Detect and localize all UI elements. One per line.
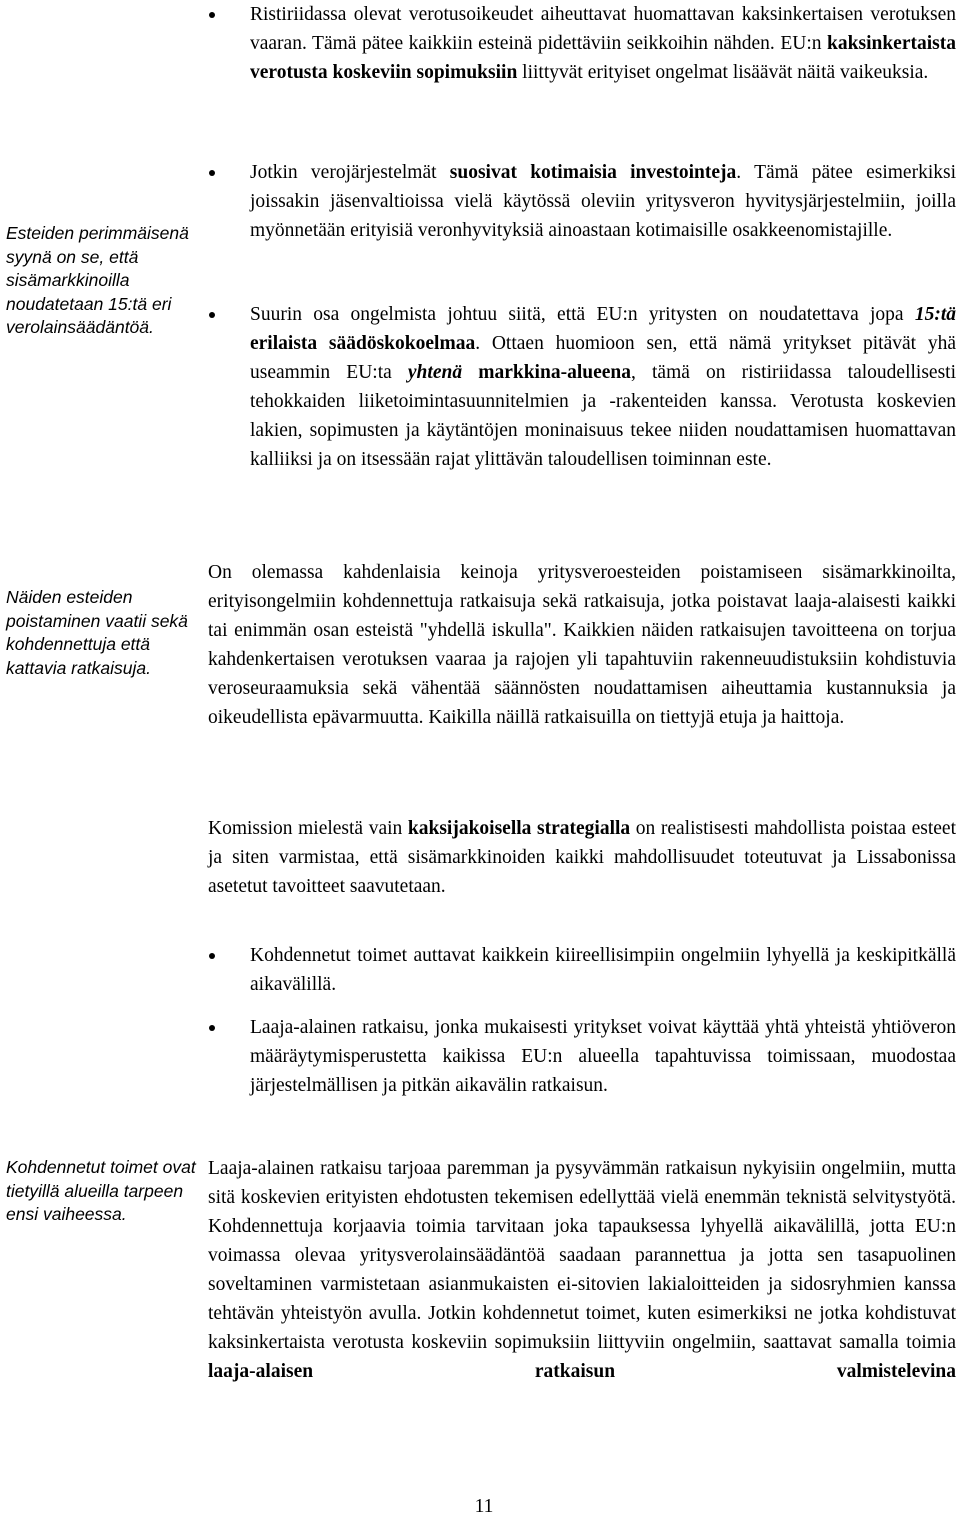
margin-note-solutions-needed: Näiden esteiden poistaminen vaatii sekä kohdennettuja että kattavia ratkaisuja. xyxy=(6,587,188,678)
bullet-text: Kohdennetut toimet auttavat kaikkein kiireellisimpiin ongelmiin lyhyellä ja keskipitkällä aikavälillä. xyxy=(250,945,956,995)
paragraph-comprehensive-vs-targeted: Laaja-alainen ratkaisu tarjoaa paremman ja pysyvämmän ratkaisun nykyisiin ongelmiin, mutta sitä koskevien erityisten ehdotusten tekemisen edellyttää vielä enemmän teknistä selvitystyötä. Kohdennettuja korjaavia toimia tarvitaan joka tapauksessa lyhyellä aikavälillä, jotta EU:n voimassa olevaa yritysverolainsäädäntöä saadaan parannettua ja jotta sen tasapuolinen soveltaminen varmistetaan asianmukaisten ei-sitovien lakialoitteiden ja sidosryhmien kanssa tehtävän yhteistyön avulla. Jotkin kohdennetut toimet, kuten esimerkiksi ne jotka kohdistuvat kaksinkertaista verotusta koskeviin sopimuksiin liittyviin ongelmiin, saattavat samalla toimia laaja-alaisen ratkaisun valmistelevina xyxy=(208,1158,956,1382)
bullet-item-targeted-measures xyxy=(208,941,956,999)
paragraph-two-approaches: On olemassa kahdenlaisia keinoja yritysveroesteiden poistamiseen sisämarkkinoilta, erityisongelmiin kohdennettuja ratkaisuja sekä ratkaisuja, jotka poistavat laaja-alaisesti kaikki tai enimmän osan esteistä "yhdellä iskulla". Kaikkien näiden ratkaisujen tavoitteena on torjua kahdenkertaisen verotuksen vaaraa ja rajojen yli tapahtuviin rakenneuudistuksiin kohdistuvia veroseuraamuksia sekä vähentää säännösten noudattamisen aiheuttamia kustannuksia ja oikeudellista epävarmuutta. Kaikilla näillä ratkaisuilla on tiettyjä etuja ja haittoja. xyxy=(208,562,956,728)
bullet-text: Ristiriidassa olevat verotusoikeudet aiheuttavat huomattavan kaksinkertaisen verotuksen vaaran. Tämä pätee kaikkiin esteinä pidettäviin seikkoihin nähden. EU:n kaksinkertaista verotusta koskeviin sopimuksiin liittyvät erityiset ongelmat lisäävät näitä vaikeuksia. xyxy=(250,4,956,83)
bullet-item-comprehensive-solution xyxy=(208,1013,956,1100)
page-number: 11 xyxy=(474,1496,494,1517)
margin-note-targeted-measures: Kohdennetut toimet ovat tietyillä alueilla tarpeen ensi vaiheessa. xyxy=(6,1157,196,1224)
bullet-item-fifteen-rulebooks xyxy=(208,300,956,474)
margin-note-obstacles-cause: Esteiden perimmäisenä syynä on se, että sisämarkkinoilla noudatetaan 15:tä eri verolainsäädäntöä. xyxy=(6,223,189,337)
bullet-text: Laaja-alainen ratkaisu, jonka mukaisesti yritykset voivat käyttää yhtä yhteistä yhtiöveron määräytymisperustetta kaikissa EU:n alueella tapahtuvissa toimissaan, muodostaa järjestelmällisen ja pitkän aikavälin ratkaisun. xyxy=(250,1017,956,1096)
bullet-text: Jotkin verojärjestelmät suosivat kotimaisia investointeja. Tämä pätee esimerkiksi joissakin jäsenvaltioissa vielä käytössä oleviin yritysveron hyvitysjärjestelmiin, joilla myönnetään erityisiä veronhyvityksiä ainoastaan kotimaisille osakkeenomistajille. xyxy=(250,162,956,241)
paragraph-commission-strategy: Komission mielestä vain kaksijakoisella strategialla on realistisesti mahdollista poistaa esteet ja siten varmistaa, että sisämarkkinoiden kaikki mahdollisuudet toteutuvat ja Lissabonissa asetetut tavoitteet saavutetaan. xyxy=(208,818,957,897)
bullet-item-taxing-rights xyxy=(208,0,956,87)
bullet-text: Suurin osa ongelmista johtuu siitä, että EU:n yritysten on noudatettava jopa 15:tä erilaista säädöskokoelmaa. Ottaen huomioon sen, että nämä yritykset pitävät yhä useammin EU:ta yhtenä markkina-alueena, tämä on ristiriidassa taloudellisesti tehokkaiden liiketoimintasuunnitelmien ja -rakenteiden kanssa. Verotusta koskevien lakien, sopimusten ja käytäntöjen moninaisuus tekee niiden noudattamisen huomattavan kalliiksi ja on itsessään rajat ylittävän taloudellisen toiminnan este. xyxy=(250,304,956,470)
bullet-item-domestic-investment xyxy=(208,158,956,245)
